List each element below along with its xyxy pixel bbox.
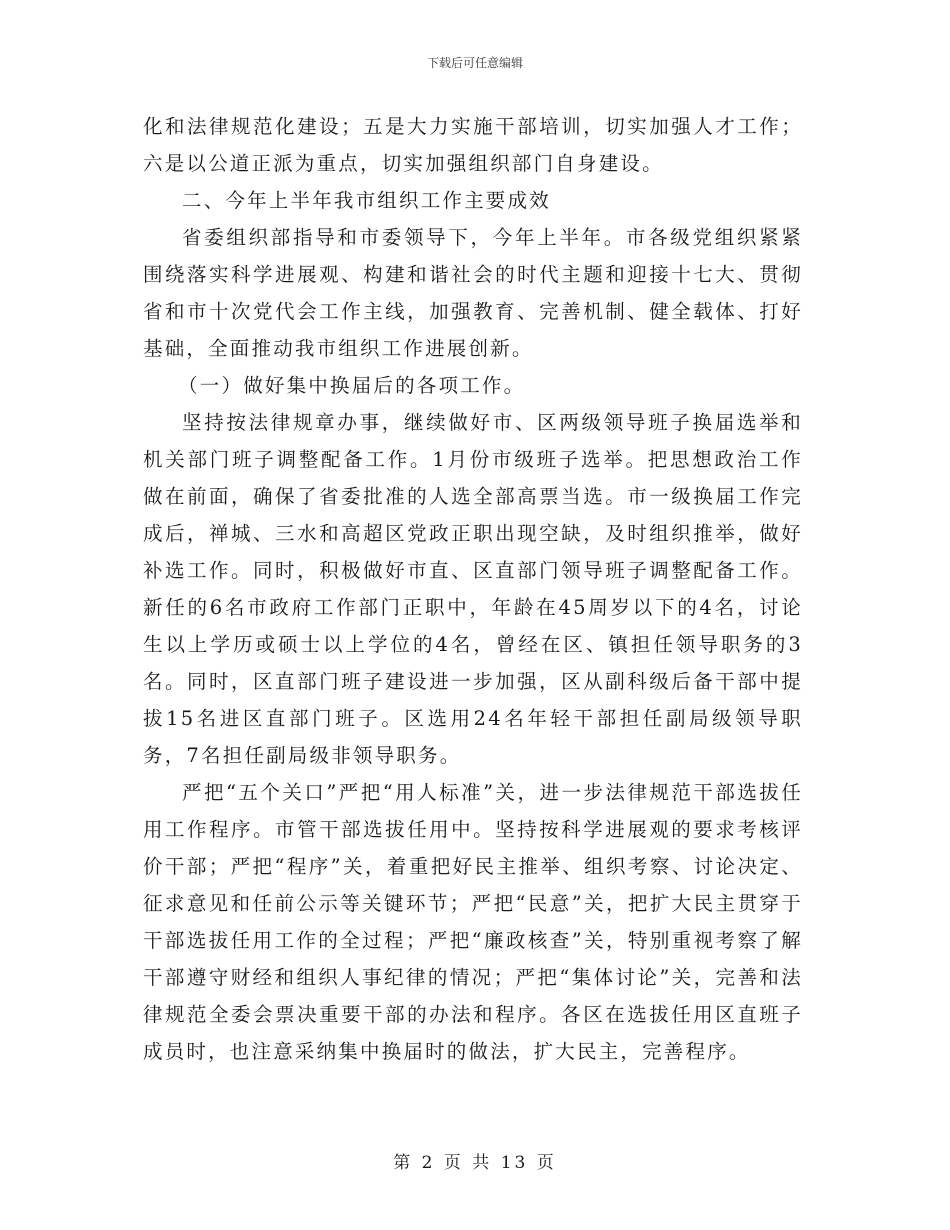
section-heading: 二、今年上半年我市组织工作主要成效 [182,189,551,212]
document-body [143,108,803,1070]
paragraph-intro: 省委组织部指导和市委领导下，今年上半年。市各级党组织紧紧围绕落实科学进展观、构建和谐社会的时代主题和迎接十七大、贯彻省和市十次党代会工作主线，加强教育、完善机制、健全载体、打好基础，全面推动我市组织工作进展创新。 [143,226,803,360]
paragraph-continuation: 化和法律规范化建设；五是大力实施干部培训，切实加强人才工作；六是以公道正派为重点，切实加强组织部门自身建设。 [143,115,803,175]
paragraph-election: 坚持按法律规章办事，继续做好市、区两级领导班子换届选举和机关部门班子调整配备工作。1月份市级班子选举。把思想政治工作做在前面，确保了省委批准的人选全部高票当选。市一级换届工作完成后，禅城、三水和高超区党政正职出现空缺，及时组织推举，做好补选工作。同时，积极做好市直、区直部门领导班子调整配备工作。新任的6名市政府工作部门正职中，年龄在45周岁以下的4名，讨论生以上学历或硕士以上学位的4名，曾经在区、镇担任领导职务的3名。同时，区直部门班子建设进一步加强，区从副科级后备干部中提拔15名进区直部门班子。区选用24名年轻干部担任副局级领导职务，7名担任副局级非领导职务。 [143,411,803,767]
page-number-footer: 第 2 页 共 13 页 [393,1153,557,1173]
subsection-heading: （一）做好集中换届后的各项工作。 [178,374,526,397]
page-header: 下载后可任意编辑 [426,56,523,70]
paragraph-five-checkpoints: 严把“五个关口”严把“用人标准”关，进一步法律规范干部选拔任用工作程序。市管干部选拔任用中。坚持按科学进展观的要求考核评价干部；严把“程序”关，着重把好民主推举、组织考察、讨论决定、征求意见和任前公示等关键环节；严把“民意”关，把扩大民主贯穿于干部选拔任用工作的全过程；严把“廉政核查”关，特别重视考察了解干部遵守财经和组织人事纪律的情况；严把“集体讨论”关，完善和法律规范全委会票决重要干部的办法和程序。各区在选拔任用区直班子成员时，也注意采纳集中换届时的做法，扩大民主，完善程序。 [143,781,803,1063]
